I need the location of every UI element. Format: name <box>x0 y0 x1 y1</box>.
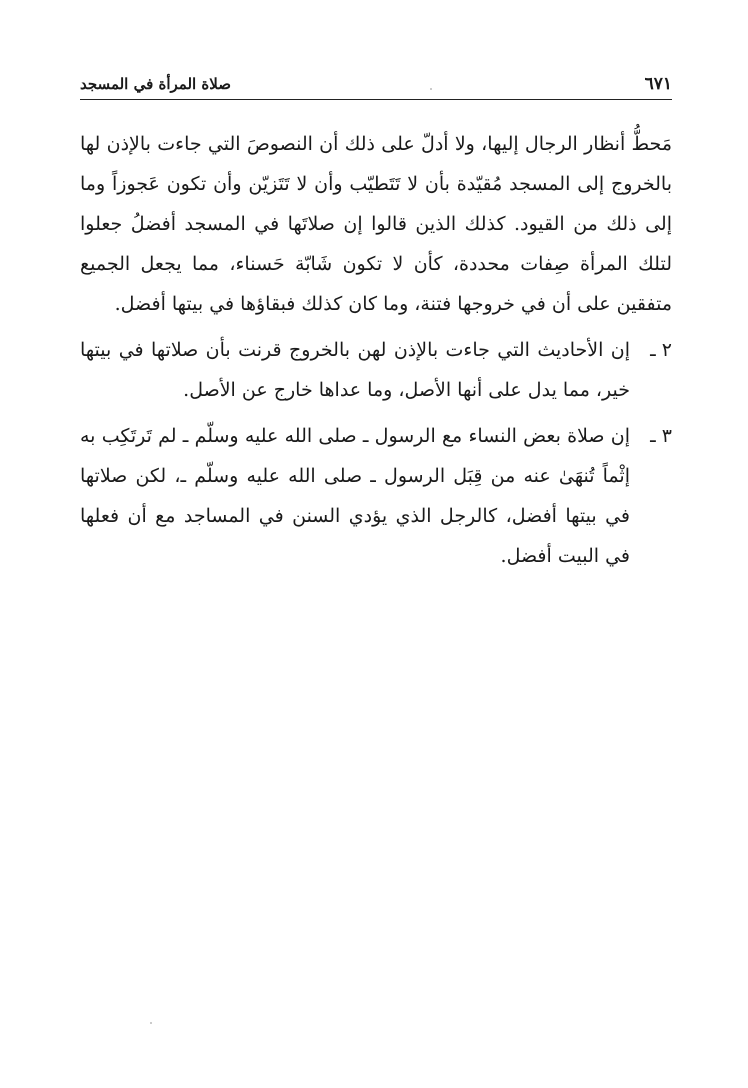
intro-paragraph: مَحطُّ أنظار الرجال إليها، ولا أدلّ على ذلك أن النصوصَ التي جاءت بالإذن لها بالخروج إلى المسجد مُقيّدة بأن لا تَتَطيّب وأن لا تَتَزيّن وأن تكون عَجوزاً وما إلى ذلك من القيود. كذلك الذين قالوا إن صلاتَها في المسجد أفضلُ جعلوا لتلك المرأة صِفات محددة، كأن لا تكون شَابّة حَسناء، مما يجعل الجميع متفقين على أن في خروجها فتنة، وما كان كذلك فبقاؤها في بيتها أفضل. <box>80 133 672 315</box>
list-item-3 <box>80 416 672 576</box>
page-header <box>80 72 672 96</box>
list-item-text: إن صلاة بعض النساء مع الرسول ـ صلى الله عليه وسلّم ـ لم تَرتَكِب به إثْماً تُنهَىٰ عنه من قِبَل الرسول ـ صلى الله عليه وسلّم ـ، لكن صلاتها في بيتها أفضل، كالرجل الذي يؤدي السنن في المساجد مع أن فعلها في البيت أفضل. <box>80 425 630 567</box>
list-item-2 <box>80 330 672 410</box>
scan-speck <box>150 1022 152 1024</box>
list-item-text: إن الأحاديث التي جاءت بالإذن لهن بالخروج قرنت بأن صلاتها في بيتها خير، مما يدل على أنها الأصل، وما عداها خارج عن الأصل. <box>80 339 630 401</box>
list-number: ٣ ـ <box>650 425 672 447</box>
list-number: ٢ ـ <box>650 339 672 361</box>
running-title: صلاة المرأة في المسجد <box>80 75 231 93</box>
page-number: ٦٧١ <box>644 74 672 94</box>
header-rule <box>80 99 672 100</box>
body-text <box>80 124 672 576</box>
scan-speck <box>430 88 432 90</box>
